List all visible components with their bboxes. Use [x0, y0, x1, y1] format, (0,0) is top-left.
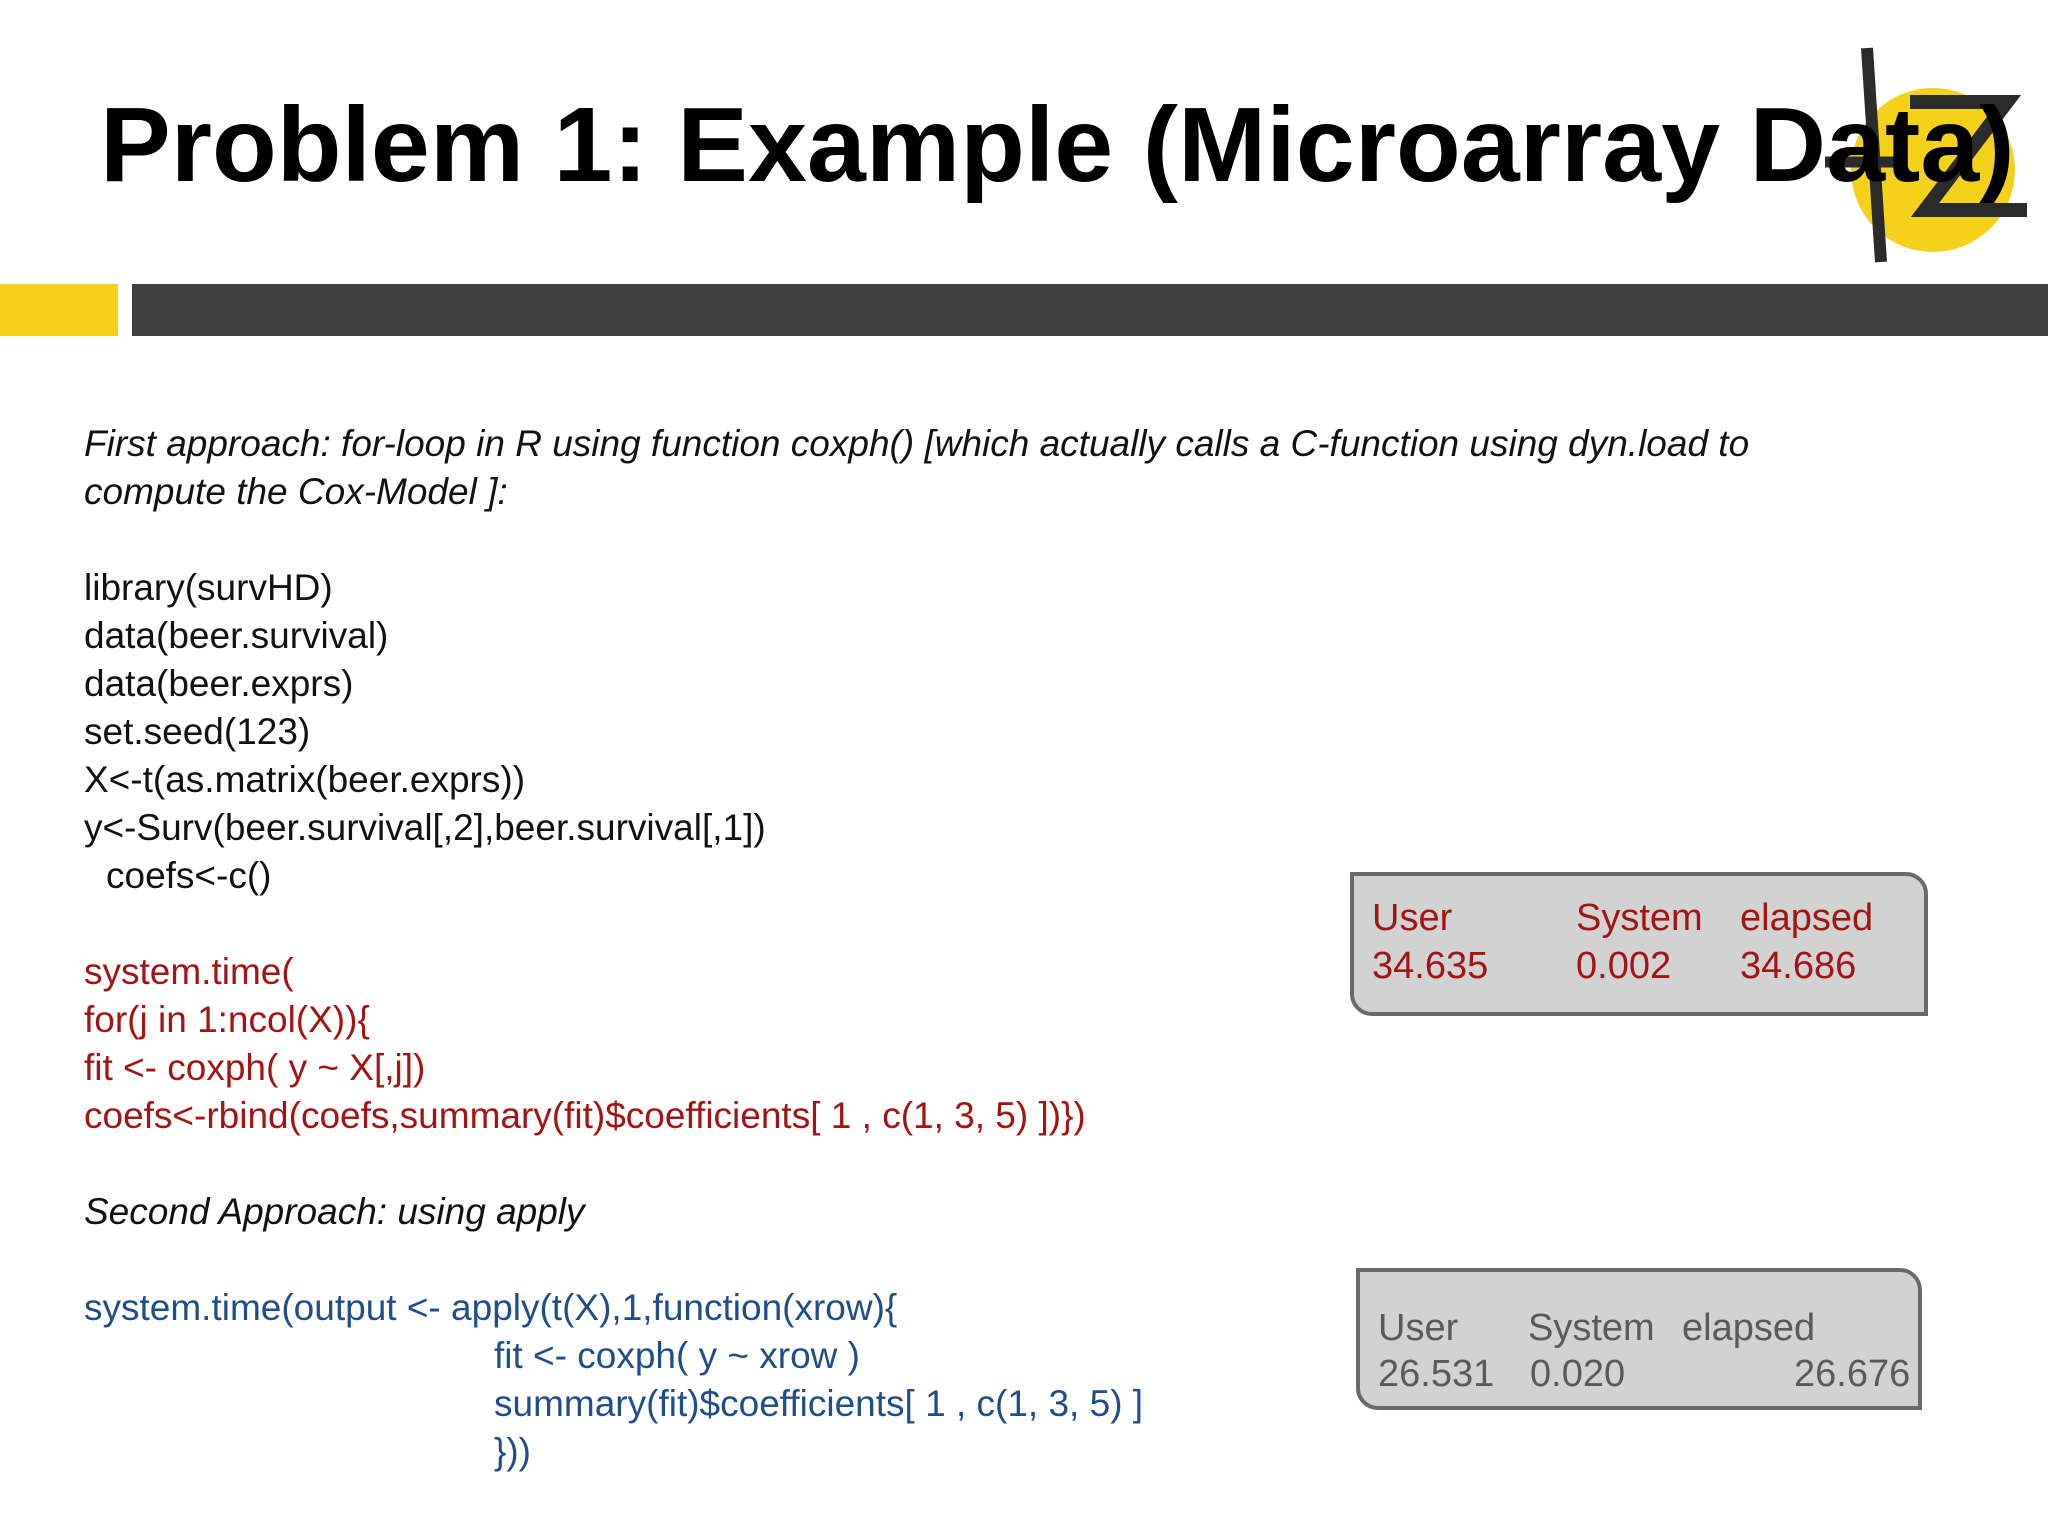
timing-user-value: 26.531 [1378, 1353, 1495, 1395]
second-approach-heading: Second Approach: using apply [84, 1191, 585, 1232]
timing-elapsed-label: elapsed [1682, 1307, 1816, 1349]
timing-box-apply [1356, 1268, 1922, 1410]
code-line: library(survHD) [84, 567, 333, 608]
timing-user-label: User [1372, 897, 1453, 939]
apply-code-line: summary(fit)$coefficients[ 1 , c(1, 3, 5) ] [494, 1383, 1144, 1424]
spacer [84, 1140, 1944, 1188]
timing-user-label: User [1378, 1307, 1459, 1349]
slide-title: Problem 1: Example (Microarray Data) [100, 86, 2015, 204]
code-line: y<-Surv(beer.survival[,2],beer.survival[,1]) [84, 807, 766, 848]
code-line: coefs<-c() [106, 855, 272, 896]
accent-bar-yellow [0, 284, 118, 336]
apply-code-line: })) [494, 1431, 531, 1472]
timing-system-label: System [1528, 1307, 1655, 1349]
timing-box-loop [1350, 872, 1928, 1016]
loop-code-line: system.time( [84, 951, 294, 992]
timing-system-label: System [1576, 897, 1703, 939]
code-line: X<-t(as.matrix(beer.exprs)) [84, 759, 526, 800]
loop-code-line: for(j in 1:ncol(X)){ [84, 999, 370, 1040]
intro-text-line-1: First approach: for-loop in R using function coxph() [which actually calls a C-function using dyn.load to [84, 423, 1750, 464]
accent-bar-dark [132, 284, 2048, 336]
timing-user-value: 34.635 [1372, 945, 1489, 987]
timing-system-value: 0.020 [1530, 1353, 1626, 1395]
code-line: set.seed(123) [84, 711, 311, 752]
spacer [84, 516, 1944, 564]
loop-code-line: coefs<-rbind(coefs,summary(fit)$coefficients[ 1 , c(1, 3, 5) ])}) [84, 1095, 1086, 1136]
intro-text-line-2: compute the Cox-Model ]: [84, 471, 508, 512]
loop-code-line: fit <- coxph( y ~ X[,j]) [84, 1047, 426, 1088]
timing-system-value: 0.002 [1576, 945, 1672, 987]
timing-elapsed-value: 34.686 [1740, 945, 1857, 987]
apply-code-line: system.time(output <- apply(t(X),1,function(xrow){ [84, 1287, 898, 1328]
apply-code-line: fit <- coxph( y ~ xrow ) [494, 1335, 860, 1376]
code-line: data(beer.exprs) [84, 663, 354, 704]
timing-elapsed-label: elapsed [1740, 897, 1874, 939]
code-line: data(beer.survival) [84, 615, 389, 656]
timing-elapsed-value: 26.676 [1794, 1353, 1911, 1395]
